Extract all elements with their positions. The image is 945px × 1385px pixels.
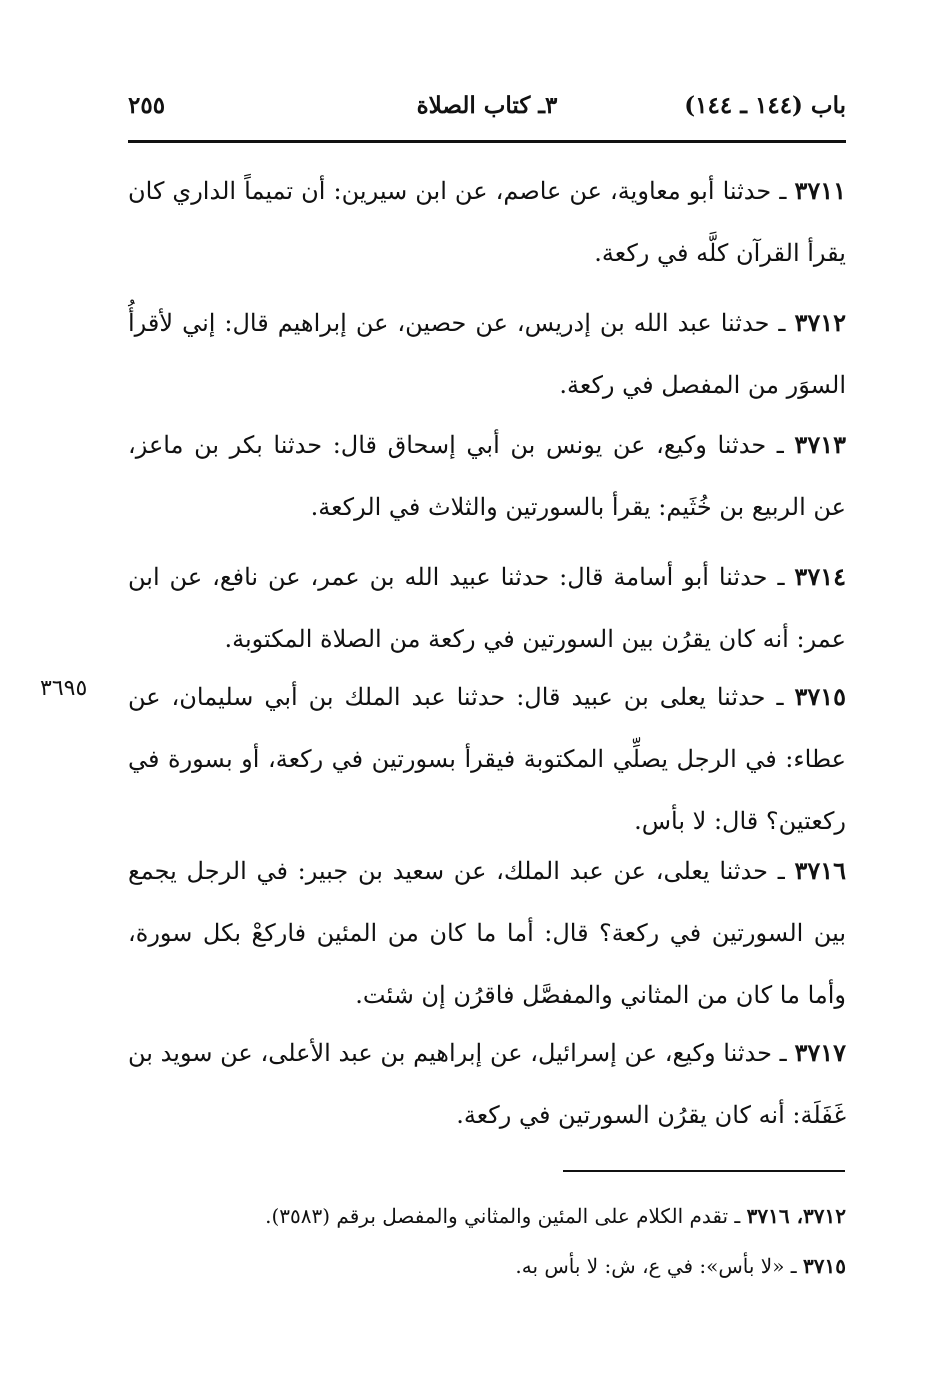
hadith-number: ٣٧١٥ [794, 682, 846, 711]
footnote-number: ٣٧١٢، ٣٧١٦ [746, 1204, 846, 1228]
hadith-3711 [128, 160, 846, 284]
page-header [128, 86, 846, 130]
hadith-3715 [128, 666, 846, 852]
footnote-text: ـ تقدم الكلام على المئين والمثاني والمفصل برقم (٣٥٨٣). [265, 1204, 741, 1228]
hadith-text: ـ حدثنا وكيع، عن يونس بن أبي إسحاق قال: حدثنا بكر بن ماعز، عن الربيع بن خُثَيم: يقرأ بالسورتين والثلاث في الركعة. [128, 431, 846, 521]
hadith-3716 [128, 840, 846, 1026]
chapter-range: باب (١٤٤ ـ ١٤٤) [684, 92, 846, 119]
footnote-2 [128, 1246, 846, 1286]
hadith-text: ـ حدثنا يعلى بن عبيد قال: حدثنا عبد الملك بن أبي سليمان، عن عطاء: في الرجل يصلِّي المكتوبة فيقرأ بسورتين في ركعة، أو بسورة في ركعتين؟ قال: لا بأس. [128, 683, 846, 835]
hadith-text: ـ حدثنا أبو معاوية، عن عاصم، عن ابن سيرين: أن تميماً الداري كان يقرأ القرآن كلَّه في ركعة. [128, 177, 846, 267]
footnote-number: ٣٧١٥ [803, 1254, 846, 1278]
hadith-3712 [128, 292, 846, 416]
hadith-number: ٣٧١٧ [794, 1038, 846, 1067]
book-title: ٣ـ كتاب الصلاة [416, 92, 558, 119]
hadith-number: ٣٧١٢ [794, 308, 846, 337]
hadith-3717 [128, 1022, 846, 1146]
footnote-text: ـ «لا بأس»: في ع، ش: لا بأس به. [515, 1254, 797, 1278]
hadith-text: ـ حدثنا أبو أسامة قال: حدثنا عبيد الله بن عمر، عن نافع، عن ابن عمر: أنه كان يقرُن بين السورتين في ركعة من الصلاة المكتوبة. [128, 563, 846, 653]
hadith-text: ـ حدثنا يعلى، عن عبد الملك، عن سعيد بن جبير: في الرجل يجمع بين السورتين في ركعة؟ قال: أما ما كان من المئين فاركعْ بكل سورة، وأما ما كان من المثاني والمفصَّل فاقرُن إن شئت. [128, 857, 846, 1009]
hadith-3713 [128, 414, 846, 538]
page-number: ٢٥٥ [128, 92, 166, 119]
footnote-rule [563, 1170, 845, 1172]
hadith-number: ٣٧١١ [794, 176, 846, 205]
hadith-number: ٣٧١٦ [794, 856, 846, 885]
hadith-text: ـ حدثنا وكيع، عن إسرائيل، عن إبراهيم بن عبد الأعلى، عن سويد بن غَفَلَة: أنه كان يقرُن السورتين في ركعة. [128, 1039, 846, 1129]
footnote-1 [128, 1196, 846, 1236]
hadith-number: ٣٧١٣ [794, 430, 846, 459]
hadith-text: ـ حدثنا عبد الله بن إدريس، عن حصين، عن إبراهيم قال: إني لأقرأُ السوَر من المفصل في ركعة. [128, 309, 846, 399]
hadith-number: ٣٧١٤ [794, 562, 846, 591]
margin-number: ٣٦٩٥ [40, 676, 88, 701]
header-rule [128, 140, 846, 143]
hadith-3714 [128, 546, 846, 670]
